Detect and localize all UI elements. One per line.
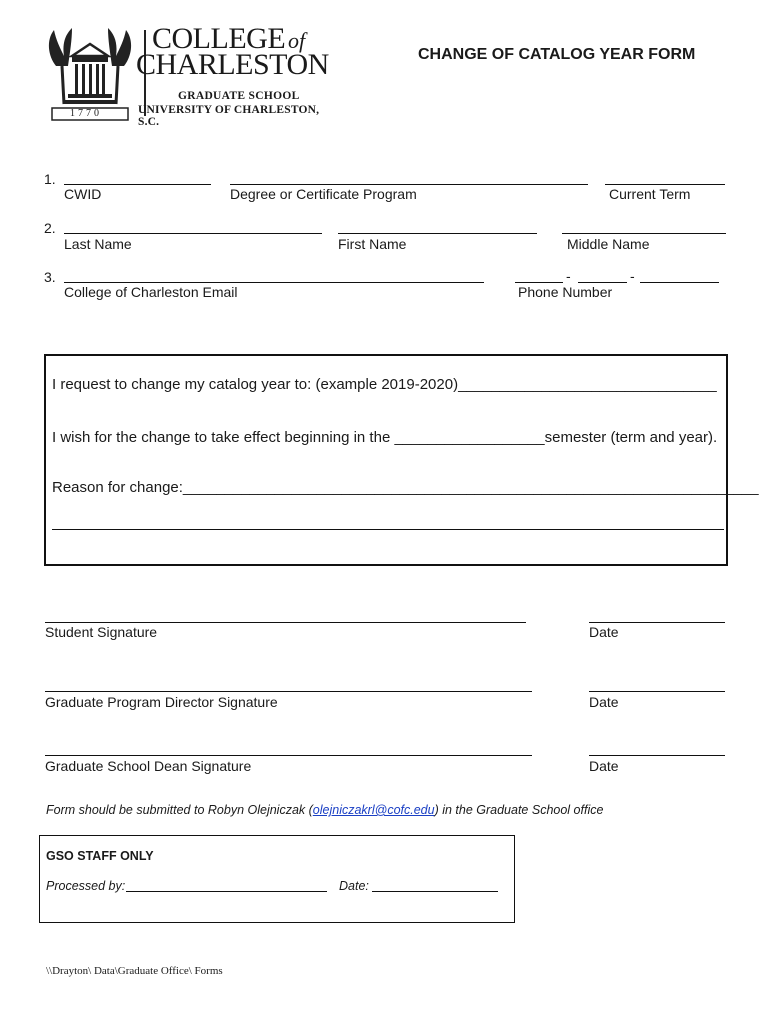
submission-note-before: Form should be submitted to Robyn Olejniczak ( bbox=[46, 803, 313, 817]
gso-date-label: Date: bbox=[339, 879, 369, 893]
college-logo bbox=[42, 22, 342, 128]
reason-for-change[interactable]: Reason for change:_____________________________________________________________________ bbox=[52, 479, 759, 496]
submission-note bbox=[46, 803, 603, 817]
phone-prefix-field[interactable] bbox=[578, 282, 627, 283]
cwid-label: CWID bbox=[64, 186, 102, 202]
phone-label: Phone Number bbox=[518, 284, 613, 300]
last-name-label: Last Name bbox=[64, 236, 132, 252]
middle-name-field[interactable] bbox=[562, 233, 726, 234]
phone-dash-2: - bbox=[630, 268, 635, 284]
row1-number: 1. bbox=[44, 171, 56, 187]
logo-university: UNIVERSITY OF CHARLESTON, S.C. bbox=[138, 104, 320, 128]
first-name-label: First Name bbox=[338, 236, 407, 252]
contact-email-link[interactable]: olejniczakrl@cofc.edu bbox=[312, 803, 435, 817]
student-signature-label: Student Signature bbox=[45, 624, 158, 640]
student-date-label: Date bbox=[589, 624, 619, 640]
director-date-line[interactable] bbox=[589, 691, 725, 692]
email-field[interactable] bbox=[64, 282, 484, 283]
logo-of: of bbox=[288, 28, 306, 53]
phone-dash-1: - bbox=[566, 268, 571, 284]
dean-signature-label: Graduate School Dean Signature bbox=[45, 758, 252, 774]
current-term-field[interactable] bbox=[605, 184, 725, 185]
processed-by-label: Processed by: bbox=[46, 879, 126, 893]
student-date-line[interactable] bbox=[589, 622, 725, 623]
student-signature-line[interactable] bbox=[45, 622, 526, 623]
footer-file-path: \\Drayton\ Data\Graduate Office\ Forms bbox=[46, 965, 223, 977]
effective-semester-request[interactable]: I wish for the change to take effect beginning in the __________________semester (term and year). bbox=[52, 429, 718, 446]
director-date-label: Date bbox=[589, 694, 619, 710]
submission-note-after: ) in the Graduate School office bbox=[434, 803, 604, 817]
director-signature-line[interactable] bbox=[45, 691, 532, 692]
row2-number: 2. bbox=[44, 220, 56, 236]
program-label: Degree or Certificate Program bbox=[230, 186, 417, 202]
gso-heading: GSO STAFF ONLY bbox=[46, 849, 154, 863]
logo-year: 1770 bbox=[70, 108, 102, 119]
middle-name-label: Middle Name bbox=[567, 236, 650, 252]
dean-date-label: Date bbox=[589, 758, 619, 774]
email-label: College of Charleston Email bbox=[64, 284, 238, 300]
form-title: CHANGE OF CATALOG YEAR FORM bbox=[418, 46, 696, 63]
dean-date-line[interactable] bbox=[589, 755, 725, 756]
last-name-field[interactable] bbox=[64, 233, 322, 234]
request-box bbox=[44, 354, 759, 566]
gso-staff-box bbox=[39, 835, 515, 923]
reason-continuation-line[interactable] bbox=[52, 529, 724, 530]
gso-date-field[interactable] bbox=[372, 891, 498, 892]
catalog-year-request[interactable]: I request to change my catalog year to: (example 2019-2020)_______________________________ bbox=[52, 376, 717, 393]
logo-college: COLLEGE bbox=[152, 22, 286, 55]
logo-graduate-school: GRADUATE SCHOOL bbox=[178, 90, 300, 102]
logo-charleston: CHARLESTON bbox=[136, 48, 329, 81]
phone-line-field[interactable] bbox=[640, 282, 719, 283]
director-signature-label: Graduate Program Director Signature bbox=[45, 694, 278, 710]
processed-by-field[interactable] bbox=[126, 891, 327, 892]
current-term-label: Current Term bbox=[609, 186, 691, 202]
phone-area-field[interactable] bbox=[515, 282, 563, 283]
first-name-field[interactable] bbox=[338, 233, 537, 234]
dean-signature-line[interactable] bbox=[45, 755, 532, 756]
cwid-field[interactable] bbox=[64, 184, 211, 185]
program-field[interactable] bbox=[230, 184, 588, 185]
row3-number: 3. bbox=[44, 269, 56, 285]
